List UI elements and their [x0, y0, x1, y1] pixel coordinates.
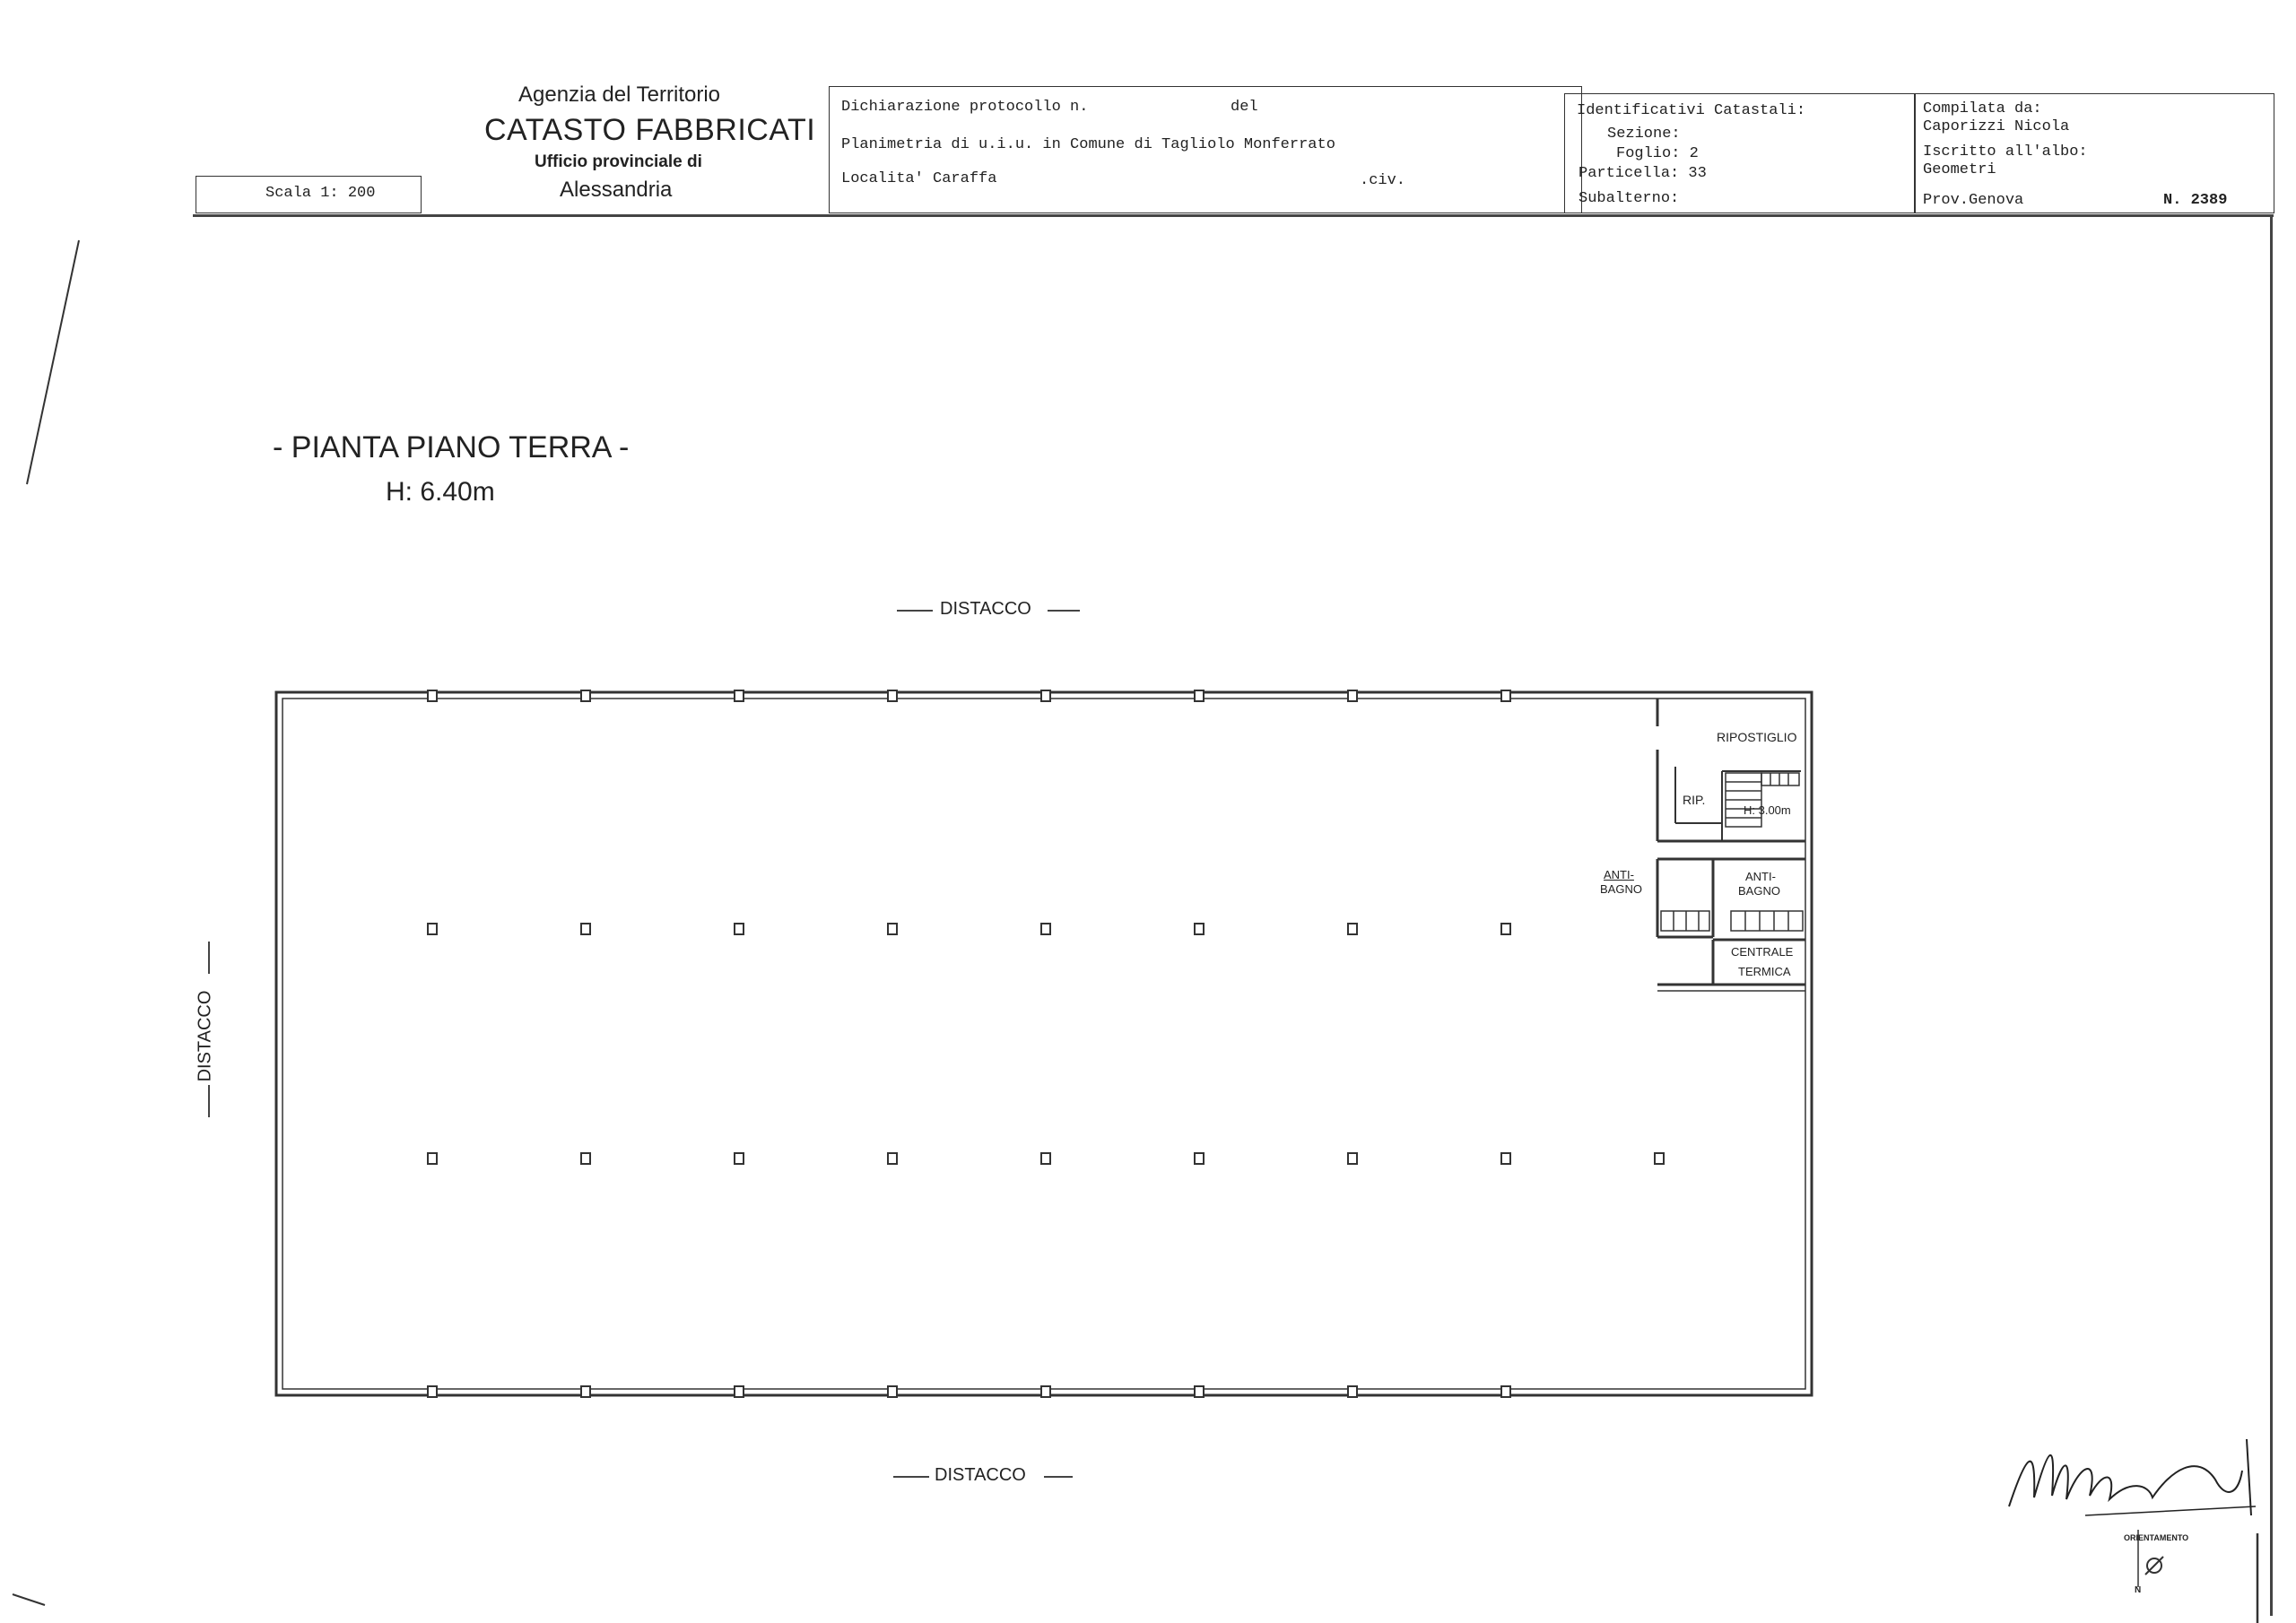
- pillar: [1041, 924, 1050, 934]
- catasto-title: CATASTO FABBRICATI: [484, 113, 816, 147]
- iscritto-label: Iscritto all'albo:: [1923, 143, 2088, 161]
- room-antibagno-1-b: BAGNO: [1600, 882, 1642, 896]
- pillar: [581, 690, 590, 701]
- pillar: [581, 1386, 590, 1397]
- pillar: [1501, 1153, 1510, 1164]
- distacco-bottom: DISTACCO: [935, 1465, 1026, 1485]
- ufficio-label: Ufficio provinciale di: [535, 152, 702, 171]
- pillar: [428, 924, 437, 934]
- pillar: [735, 924, 744, 934]
- sezione-field: Sezione:: [1607, 126, 1681, 143]
- room-antibagno-1-a: ANTI-: [1604, 868, 1634, 881]
- pillar: [1348, 1386, 1357, 1397]
- pillar: [888, 1153, 897, 1164]
- room-rip: RIP.: [1683, 793, 1706, 807]
- pillar: [428, 690, 437, 701]
- compilata-label: Compilata da:: [1923, 100, 2042, 117]
- pillar: [1348, 924, 1357, 934]
- albo-name: Geometri: [1923, 161, 1996, 178]
- pillar: [581, 924, 590, 934]
- pillar: [735, 1153, 744, 1164]
- pillar: [888, 924, 897, 934]
- pillar: [888, 1386, 897, 1397]
- pillar: [735, 690, 744, 701]
- plan-height: H: 6.40m: [386, 477, 495, 507]
- provincia-albo: Prov.Genova: [1923, 192, 2024, 209]
- pillar: [428, 1153, 437, 1164]
- pillar: [1348, 690, 1357, 701]
- room-centrale-a: CENTRALE: [1731, 945, 1794, 959]
- foglio-field: Foglio: 2: [1616, 145, 1699, 162]
- distacco-top: DISTACCO: [940, 599, 1031, 619]
- declaration-date-label: del: [1231, 99, 1258, 116]
- outer-wall-outer: [276, 692, 1812, 1395]
- pillar: [581, 1153, 590, 1164]
- civico-label: .civ.: [1360, 172, 1406, 189]
- planimetria-line: Planimetria di u.i.u. in Comune di Tagliolo Monferrato: [841, 136, 1335, 153]
- pillar: [1041, 690, 1050, 701]
- sanitary-fixtures: [1661, 911, 1803, 931]
- pillar: [1655, 1153, 1664, 1164]
- pillar: [428, 1386, 437, 1397]
- orientamento-label: ORIENTAMENTO: [2124, 1533, 2189, 1542]
- pillar: [1195, 1386, 1204, 1397]
- room-centrale-b: TERMICA: [1738, 965, 1791, 978]
- outer-wall-inner: [283, 699, 1805, 1389]
- scale-label: Scala 1: 200: [265, 185, 376, 202]
- pillar: [1348, 1153, 1357, 1164]
- pillar: [1041, 1386, 1050, 1397]
- pillar: [1501, 1386, 1510, 1397]
- localita-line: Localita' Caraffa: [841, 170, 997, 187]
- pillar: [735, 1386, 744, 1397]
- room-ripostiglio: RIPOSTIGLIO: [1717, 730, 1797, 744]
- subalterno-field: Subalterno:: [1578, 190, 1680, 207]
- pillar: [1501, 924, 1510, 934]
- pillar: [1195, 1153, 1204, 1164]
- room-antibagno-2-a: ANTI-: [1745, 870, 1776, 883]
- particella-field: Particella: 33: [1578, 165, 1707, 182]
- provincia-name: Alessandria: [560, 178, 673, 202]
- signature: [2009, 1455, 2242, 1506]
- tecnico-name: Caporizzi Nicola: [1923, 118, 2070, 135]
- pillar: [1501, 690, 1510, 701]
- distacco-left: DISTACCO: [195, 990, 215, 1082]
- declaration-protocol: Dichiarazione protocollo n.: [841, 99, 1089, 116]
- pillar: [1195, 690, 1204, 701]
- pillar: [1041, 1153, 1050, 1164]
- iscrizione-numero: N. 2389: [2163, 192, 2228, 209]
- pillar: [888, 690, 897, 701]
- pillar: [1195, 924, 1204, 934]
- room-rip-height: H: 3.00m: [1744, 803, 1791, 817]
- north-label: N: [2135, 1585, 2142, 1595]
- identificativi-title: Identificativi Catastali:: [1577, 102, 1806, 119]
- agency-name: Agenzia del Territorio: [518, 82, 721, 107]
- room-antibagno-2-b: BAGNO: [1738, 884, 1780, 898]
- plan-title: - PIANTA PIANO TERRA -: [273, 430, 630, 464]
- stair-symbol: [1726, 773, 1799, 827]
